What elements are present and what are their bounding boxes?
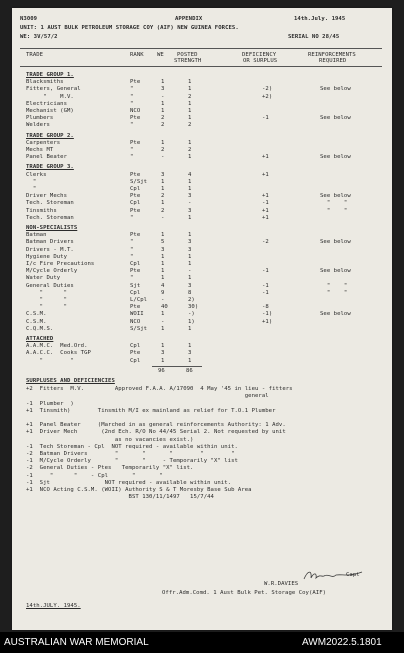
row-reinforcements: " " — [320, 289, 348, 296]
row-rank: Pte — [130, 350, 141, 357]
row-rank: L/Cpl — [130, 297, 148, 303]
column-header-rule — [20, 66, 382, 67]
surplus-line: +2 Fitters M.V. Approved F.A.A. A/17090 4 May '45 in lieu - fitters — [26, 386, 293, 393]
row-rank: Pte — [130, 115, 141, 122]
row-deficiency: -8 — [262, 304, 269, 311]
row-posted: - — [188, 200, 192, 207]
row-reinforcements: See below — [320, 86, 351, 93]
row-trade: Electricians — [26, 100, 68, 107]
row-rank: Pte — [130, 139, 141, 146]
surpluses-title: SURPLUSES AND DEFICIENCIES — [26, 378, 115, 384]
row-posted: 1 — [188, 357, 192, 364]
row-deficiency: +1 — [262, 171, 269, 178]
row-we: - — [161, 297, 165, 303]
row-trade: Carpenters — [26, 139, 61, 146]
row-rank: Pte — [130, 79, 141, 86]
row-we: 1 — [161, 357, 165, 364]
row-trade: Tinsmiths — [26, 207, 57, 214]
row-we: 2 — [161, 207, 165, 214]
row-rank: " — [130, 214, 134, 221]
row-trade: Fitters, General — [26, 86, 81, 93]
row-we: 2 — [161, 122, 165, 129]
row-trade: Batman Drivers — [26, 239, 74, 246]
row-we: 4 — [161, 282, 165, 289]
group-title: TRADE GROUP 3. — [26, 164, 74, 171]
row-posted: 1 — [188, 232, 192, 239]
row-trade: " — [26, 186, 37, 192]
row-we: 1 — [161, 139, 165, 146]
row-we: - — [161, 93, 165, 100]
unit-line: UNIT: 1 AUST BULK PETROLEUM STORAGE COY (AIF) NEW GUINEA FORCES. — [20, 25, 239, 31]
row-rank: " — [130, 239, 134, 246]
row-trade: " " — [26, 297, 68, 303]
row-posted: 3 — [188, 207, 192, 214]
row-we: - — [161, 318, 165, 325]
row-rank: Pte — [130, 171, 141, 178]
row-trade: C.Q.M.S. — [26, 325, 54, 332]
row-posted: 2 — [188, 93, 192, 100]
col-surplus: OR SURPLUS — [243, 58, 278, 64]
surplus-line: BST 130/11/1497 15/7/44 — [26, 494, 214, 501]
row-rank: NCO — [130, 318, 141, 325]
row-posted: 1 — [188, 115, 192, 122]
col-strength: STRENGTH — [174, 58, 202, 64]
row-trade: Plumbers — [26, 115, 54, 122]
row-trade: Drivers - M.T. — [26, 246, 74, 253]
col-required: REQUIRED — [319, 58, 347, 64]
row-posted: 1 — [188, 86, 192, 93]
row-we: 5 — [161, 239, 165, 246]
row-we: 40 — [161, 304, 168, 311]
row-deficiency: +1 — [262, 154, 269, 161]
row-posted: 1) — [188, 318, 195, 325]
col-deficiency: DEFICIENCY — [242, 52, 277, 58]
row-posted: 1 — [188, 343, 192, 350]
row-trade: " — [26, 178, 37, 185]
row-rank: Pte — [130, 268, 141, 275]
surplus-line: +1 Panel Beater (Marched in as general reinforcements Authority: 1 Adv. — [26, 422, 286, 429]
group-title: ATTACHED — [26, 336, 54, 342]
surplus-line: -2 General Duties - Ptes Temporarily "X" list. — [26, 465, 194, 472]
col-posted: POSTED — [177, 52, 198, 58]
row-we: 3 — [161, 246, 165, 253]
row-we: 1 — [161, 253, 165, 260]
row-we: 3 — [161, 171, 165, 178]
total-we: 96 — [158, 367, 165, 374]
row-rank: Pte — [130, 207, 141, 214]
archive-name: AUSTRALIAN WAR MEMORIAL — [4, 637, 149, 648]
group-title: TRADE GROUP 1. — [26, 72, 74, 78]
surplus-line: +1 NCO Acting C.S.M. (WOII) Authority S & T Moresby Base Sub Area — [26, 487, 252, 493]
row-reinforcements: See below — [320, 115, 351, 122]
row-reinforcements: See below — [320, 193, 351, 200]
row-deficiency: +2) — [262, 93, 273, 100]
row-rank: NCO — [130, 108, 141, 114]
row-rank: Sjt — [130, 282, 141, 289]
row-trade: Clerks — [26, 171, 47, 178]
ref-number: N3009 — [20, 16, 38, 22]
row-we: 1 — [161, 232, 165, 239]
total-posted: 86 — [186, 367, 193, 374]
row-rank: Cpl — [130, 186, 141, 192]
group-title: NON-SPECIALISTS — [26, 225, 78, 231]
row-posted: 1 — [188, 154, 192, 161]
row-deficiency: -1 — [262, 268, 269, 275]
row-we: 1 — [161, 325, 165, 332]
row-reinforcements: See below — [320, 239, 351, 246]
signatory-rank: Capt — [346, 572, 360, 578]
row-posted: 2 — [188, 122, 192, 129]
row-deficiency: -2) — [262, 86, 273, 93]
row-we: 3 — [161, 350, 165, 357]
row-trade: Driver Mechs — [26, 193, 68, 200]
row-deficiency: -1 — [262, 289, 269, 296]
row-we: 1 — [161, 311, 165, 318]
row-we: 2 — [161, 193, 165, 200]
col-reinf: REINFORCEMENTS — [308, 52, 356, 58]
row-posted: 8 — [188, 289, 192, 296]
row-rank: " — [130, 100, 134, 107]
row-trade: Mechs MT — [26, 147, 54, 153]
row-reinforcements: " " — [320, 282, 348, 289]
row-rank: " — [130, 122, 134, 129]
row-rank: S/Sjt — [130, 178, 148, 185]
row-posted: 3 — [188, 246, 192, 253]
row-rank: " — [130, 147, 134, 153]
row-trade: Tech. Storeman — [26, 200, 74, 207]
surplus-line: -1 " " - Cpl " " — [26, 472, 163, 479]
row-deficiency: -1 — [262, 282, 269, 289]
row-rank: " — [130, 246, 134, 253]
row-trade: A.A.C.C. Cooks TGP — [26, 350, 91, 357]
appendix-label: APPENDIX — [175, 16, 203, 22]
row-we: 3 — [161, 86, 165, 93]
row-we: - — [161, 214, 165, 221]
row-posted: 1 — [188, 186, 192, 192]
row-we: 2 — [161, 147, 165, 153]
row-trade: Water Duty — [26, 275, 61, 282]
row-reinforcements: See below — [320, 154, 351, 161]
we-line: WE: 3V/57/2 — [20, 34, 58, 40]
row-we: 2 — [161, 115, 165, 122]
row-we: 1 — [161, 268, 165, 275]
row-we: - — [161, 154, 165, 161]
row-deficiency: +1 — [262, 207, 269, 214]
row-posted: - — [188, 268, 192, 275]
row-we: 1 — [161, 261, 165, 267]
row-posted: 3 — [188, 239, 192, 246]
header-rule — [20, 48, 382, 49]
archive-footer — [0, 632, 404, 653]
row-deficiency: +1 — [262, 214, 269, 221]
row-posted: -) — [188, 311, 195, 318]
row-we: 1 — [161, 79, 165, 86]
row-posted: 1 — [188, 100, 192, 107]
row-rank: Cpl — [130, 343, 141, 350]
surplus-line: -1 M/Cycle Orderly " " - Temporarily "X" list — [26, 458, 238, 465]
row-reinforcements: " " — [320, 200, 348, 207]
row-posted: 1 — [188, 261, 192, 267]
report-date: 14th.July. 1945 — [294, 16, 346, 22]
row-trade: C.S.M. — [26, 311, 47, 318]
row-trade: Panel Beater — [26, 154, 68, 161]
row-deficiency: -1 — [262, 200, 269, 207]
row-rank: WOII — [130, 311, 144, 318]
row-trade: Hygiene Duty — [26, 253, 68, 260]
row-deficiency: -1 — [262, 115, 269, 122]
row-rank: " — [130, 86, 134, 93]
row-trade: C.S.M. — [26, 318, 47, 325]
row-posted: 1 — [188, 178, 192, 185]
archive-ref: AWM2022.5.1801 — [302, 637, 382, 648]
surplus-line: -1 Sjt NOT required - available within unit. — [26, 479, 232, 486]
row-trade: Welders — [26, 122, 50, 129]
row-rank: Cpl — [130, 261, 141, 267]
row-deficiency: +1 — [262, 193, 269, 200]
row-trade: Tech. Storeman — [26, 214, 74, 221]
row-trade: Mechanist (GM) — [26, 108, 74, 114]
row-rank: Pte — [130, 232, 141, 239]
row-we: 1 — [161, 178, 165, 185]
row-trade: M/Cycle Orderly — [26, 268, 78, 275]
col-we: WE — [157, 52, 164, 58]
row-we: 1 — [161, 186, 165, 192]
serial-number: SERIAL NO 28/45 — [288, 34, 340, 40]
row-reinforcements: See below — [320, 268, 351, 275]
row-we: 9 — [161, 289, 165, 296]
row-we: 1 — [161, 100, 165, 107]
row-rank: Cpl — [130, 357, 141, 364]
row-trade: A.A.M.C. Med.Ord. — [26, 343, 88, 350]
surplus-line: as no vacancies exist.) — [26, 436, 194, 443]
row-posted: 3 — [188, 350, 192, 357]
row-rank: Cpl — [130, 289, 141, 296]
row-trade: " " — [26, 357, 74, 364]
row-trade: " " — [26, 304, 68, 311]
surplus-line: general — [26, 393, 269, 400]
row-we: 1 — [161, 275, 165, 282]
signatory-name: W.R.DAVIES — [264, 581, 299, 587]
row-posted: 1 — [188, 275, 192, 282]
row-reinforcements: See below — [320, 311, 351, 318]
row-rank: S/Sjt — [130, 325, 148, 332]
surplus-line: +1 Driver Mech (2nd Ech. R/O No 44/45 Serial 2. Not requested by unit — [26, 429, 286, 436]
row-posted: 1 — [188, 139, 192, 146]
row-posted: 1 — [188, 79, 192, 86]
row-we: 1 — [161, 200, 165, 207]
row-posted: 30) — [188, 304, 199, 311]
row-deficiency: -1) — [262, 311, 273, 318]
handwritten-signature — [302, 568, 364, 582]
row-deficiency: +1) — [262, 318, 273, 325]
surplus-line: -1 Tech Storeman - Cpl NOT required - available within unit. — [26, 443, 238, 450]
row-trade: I/c Fire Precautions — [26, 261, 95, 267]
row-trade: " " — [26, 289, 68, 296]
row-rank: " — [130, 275, 134, 282]
row-reinforcements: " " — [320, 207, 348, 214]
row-posted: 1 — [188, 108, 192, 114]
col-rank: RANK — [130, 52, 144, 58]
row-posted: 3 — [188, 282, 192, 289]
row-rank: " — [130, 93, 134, 100]
row-rank: " — [130, 253, 134, 260]
col-trade: TRADE — [26, 52, 44, 58]
row-deficiency: -2 — [262, 239, 269, 246]
surplus-line: -1 Plumber ) — [26, 400, 74, 407]
row-rank: Pte — [130, 304, 141, 311]
surplus-line: +1 Tinsmith) Tinsmith M/I ex mainland as relief for T.O.1 Plumber — [26, 407, 276, 414]
totals-rule — [152, 366, 202, 367]
row-posted: 3 — [188, 193, 192, 200]
row-rank: " — [130, 154, 134, 161]
group-title: TRADE GROUP 2. — [26, 132, 74, 139]
row-rank: Pte — [130, 193, 141, 200]
row-posted: 1 — [188, 253, 192, 260]
document-date: 14th.JULY. 1945. — [26, 603, 81, 609]
row-trade: Batman — [26, 232, 47, 239]
row-trade: Blacksmiths — [26, 79, 64, 86]
row-posted: 2) — [188, 297, 195, 303]
row-posted: 2 — [188, 147, 192, 153]
surplus-line: -2 Batman Drivers " " " " " — [26, 451, 235, 457]
row-trade: General Duties — [26, 282, 74, 289]
row-posted: 1 — [188, 214, 192, 221]
row-posted: 4 — [188, 171, 192, 178]
document-page — [12, 8, 392, 630]
row-we: 1 — [161, 343, 165, 350]
row-trade: " M.V. — [26, 93, 74, 100]
row-rank: Cpl — [130, 200, 141, 207]
row-posted: 1 — [188, 325, 192, 332]
signatory-position: Offr.Adm.Comd. 1 Aust Bulk Pet. Storage Coy(AIF) — [162, 590, 327, 596]
row-we: 1 — [161, 108, 165, 114]
